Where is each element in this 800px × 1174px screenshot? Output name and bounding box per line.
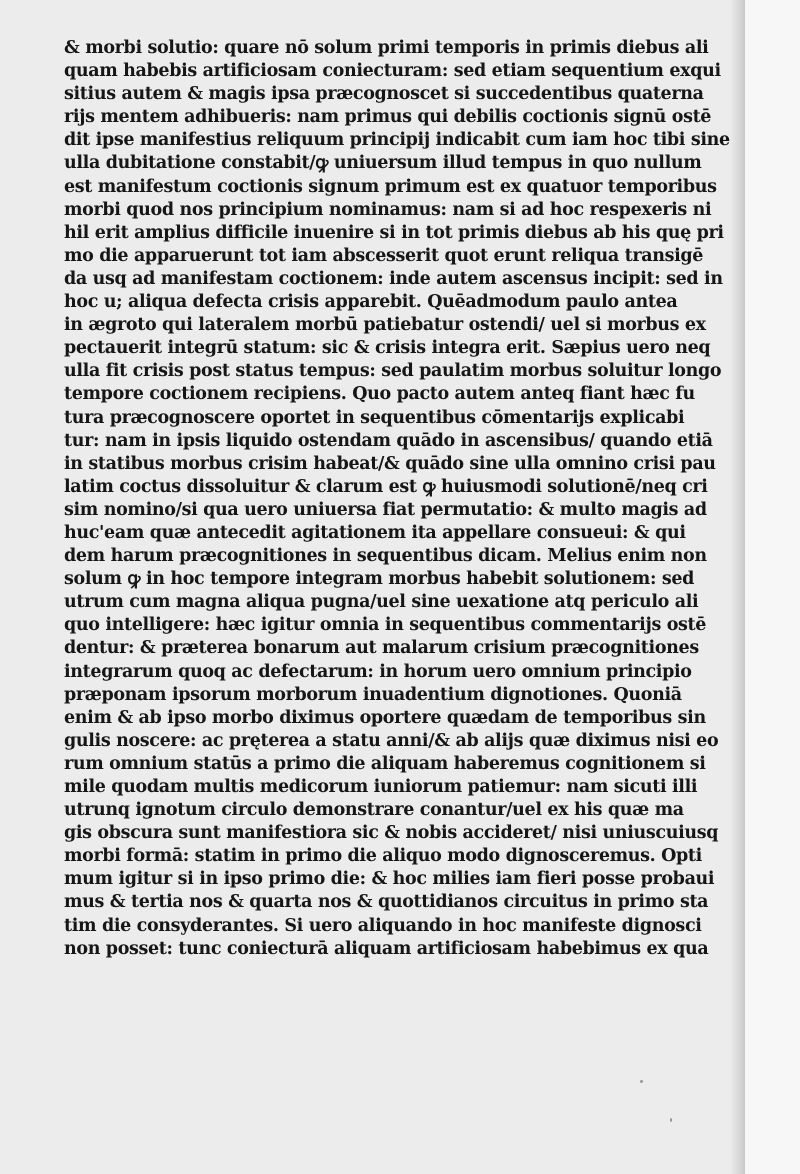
text-line: morbi formā: statim in primo die aliquo modo dignosceremus. Opti xyxy=(64,846,702,867)
text-line: quam habebis artificiosam coniecturam: sed etiam sequentium exqui xyxy=(64,61,721,82)
text-line: latim coctus dissoluitur & clarum est ꝙ huiusmodi solutionē/neq cri xyxy=(64,476,708,497)
text-line: mile quodam multis medicorum iuniorum patiemur: nam sicuti illi xyxy=(64,777,698,797)
text-line: tim die consyderantes. Si uero aliquando in hoc manifeste dignosci xyxy=(64,915,702,936)
text-line: enim & ab ipso morbo diximus oportere quædam de temporibus sin xyxy=(64,707,706,728)
text-line: hil erit amplius difficile inuenire si in tot primis diebus ab his quę pri xyxy=(64,222,724,243)
text-line: tura præcognoscere oportet in sequentibus cōmentarijs explicabi xyxy=(64,407,685,428)
text-line: mus & tertia nos & quarta nos & quottidianos circuitus in primo sta xyxy=(64,892,709,913)
text-line: solum ꝙ in hoc tempore integram morbus habebit solutionem: sed xyxy=(64,569,694,590)
ink-speck xyxy=(670,1118,672,1122)
text-line: gis obscura sunt manifestiora sic & nobis accideret/ nisi uniuscuiusq xyxy=(64,823,719,844)
text-line: tur: nam in ipsis liquido ostendam quādo in ascensibus/ quando etiā xyxy=(64,430,713,451)
text-line: da usq ad manifestam coctionem: inde autem ascensus incipit: sed in xyxy=(64,268,723,289)
text-line: mum igitur si in ipso primo die: & hoc milies iam fieri posse probaui xyxy=(64,869,715,890)
text-line: quo intelligere: hæc igitur omnia in sequentibus commentarijs ostē xyxy=(64,615,707,636)
text-line: in ægroto qui lateralem morbū patiebatur ostendi/ uel si morbus ex xyxy=(64,315,706,336)
text-line: morbi quod nos principium nominamus: nam si ad hoc respexeris ni xyxy=(64,199,712,220)
text-line: rijs mentem adhibueris: nam primus qui debilis coctionis signū ostē xyxy=(64,107,712,128)
text-line: pectauerit integrū statum: sic & crisis integra erit. Sæpius uero neq xyxy=(64,338,711,359)
text-line: tempore coctionem recipiens. Quo pacto autem anteq fiant hæc fu xyxy=(64,384,695,405)
right-margin xyxy=(745,0,800,1174)
text-line: huc'eam quæ antecedit agitationem ita appellare consueui: & qui xyxy=(64,522,686,543)
text-line: sitius autem & magis ipsa præcognoscet si succedentibus quaterna xyxy=(64,84,704,105)
text-line: ulla dubitatione constabit/ꝙ uniuersum illud tempus in quo nullum xyxy=(64,153,702,174)
ink-speck xyxy=(640,1080,643,1083)
text-line: gulis noscere: ac pręterea a statu anni/& ab alijs quæ diximus nisi eo xyxy=(64,730,719,751)
text-line: dem harum præcognitiones in sequentibus dicam. Melius enim non xyxy=(64,546,707,567)
text-line: utrunq ignotum circulo demonstrare conantur/uel ex his quæ ma xyxy=(64,800,684,821)
text-line: dit ipse manifestius reliquum principij indicabit cum iam hoc tibi sine xyxy=(64,130,730,151)
text-line: præponam ipsorum morborum inuadentium dignotiones. Quoniā xyxy=(64,684,682,705)
text-line: rum omnium statūs a primo die aliquam haberemus cognitionem si xyxy=(64,753,706,774)
text-line: sim nomino/si qua uero uniuersa fiat permutatio: & multo magis ad xyxy=(64,499,707,520)
text-line: integrarum quoq ac defectarum: in horum uero omnium principio xyxy=(64,661,692,682)
text-line: in statibus morbus crisim habeat/& quādo sine ulla omnino crisi pau xyxy=(64,453,716,474)
text-line: utrum cum magna aliqua pugna/uel sine uexatione atq periculo ali xyxy=(64,592,699,613)
text-line: ulla fit crisis post status tempus: sed paulatim morbus soluitur longo xyxy=(64,361,722,382)
text-line: est manifestum coctionis signum primum est ex quatuor temporibus xyxy=(64,176,717,197)
text-line: non posset: tunc coniecturā aliquam artificiosam habebimus ex qua xyxy=(64,938,709,959)
text-block xyxy=(64,37,740,961)
text-line: dentur: & præterea bonarum aut malarum crisium præcognitiones xyxy=(64,638,699,659)
text-line: hoc u; aliqua defecta crisis apparebit. Quēadmodum paulo antea xyxy=(64,292,678,313)
text-line: mo die apparuerunt tot iam abscesserit quot erunt reliqua transigē xyxy=(64,245,704,266)
text-line: & morbi solutio: quare nō solum primi temporis in primis diebus ali xyxy=(64,38,709,58)
